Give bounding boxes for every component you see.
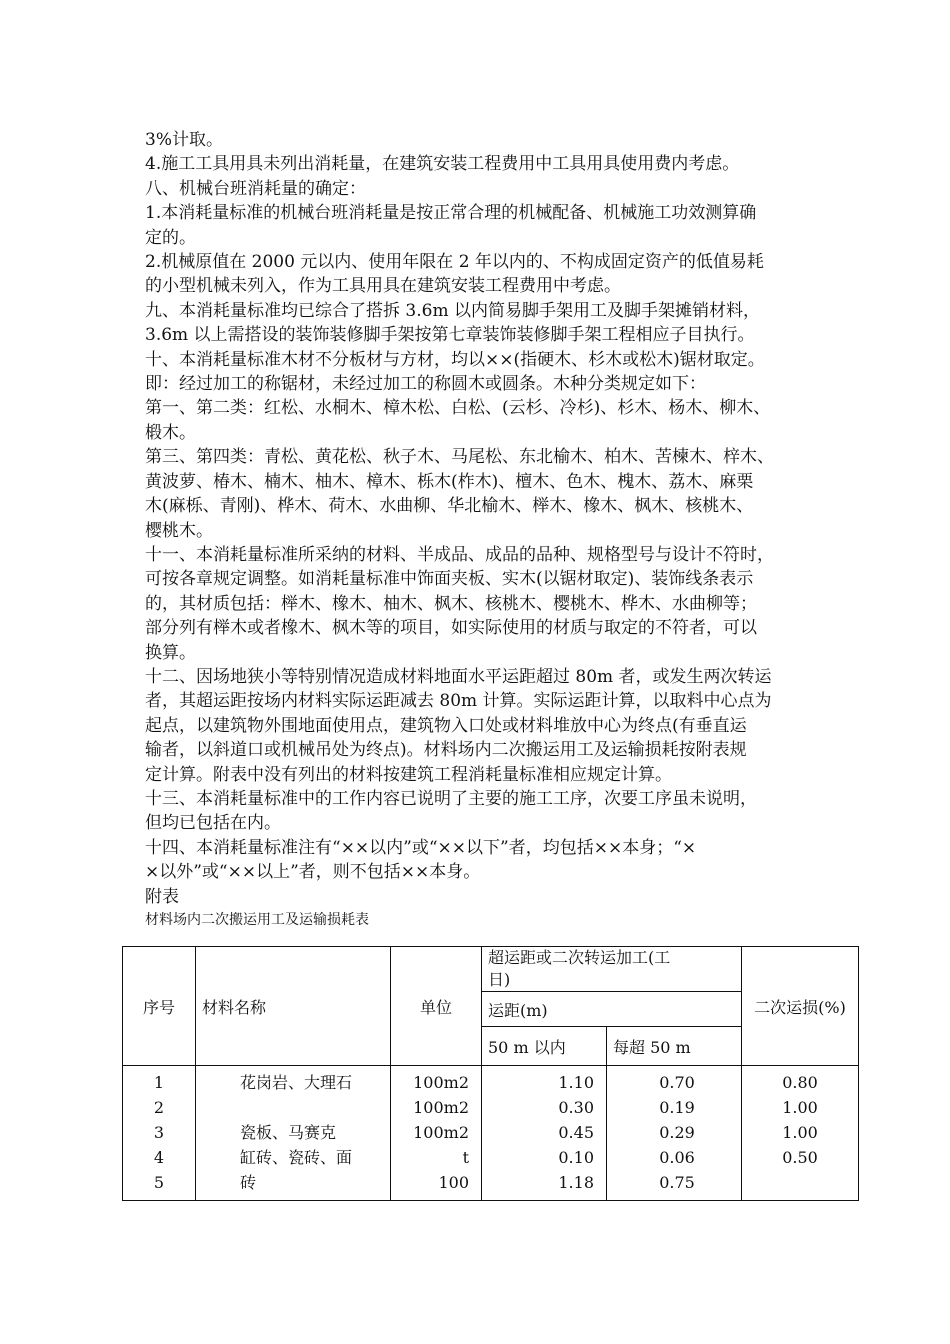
cell-per-50m: 0.19 [659, 1098, 695, 1117]
paragraph-line: 樱桃木。 [145, 520, 213, 541]
header-within-50m: 50 m 以内 [482, 1027, 607, 1066]
col-material-name [196, 1066, 391, 1201]
paragraph-line: 1.本消耗量标准的机械台班消耗量是按正常合理的机械配备、机械施工功效测算确 [145, 203, 757, 224]
paragraph-line: 4.施工工具用具未列出消耗量，在建筑安装工程费用中工具用具使用费内考虑。 [145, 154, 740, 175]
cell-per-50m: 0.75 [659, 1173, 695, 1192]
header-unit: 单位 [391, 947, 482, 1066]
cell-material-name: 缸砖、瓷砖、面 [240, 1148, 353, 1167]
paragraph-line: ×以外”或“××以上”者，则不包括××本身。 [145, 862, 481, 883]
material-transport-table [122, 946, 859, 1201]
col-unit [391, 1066, 482, 1201]
paragraph-line: 可按各章规定调整。如消耗量标准中饰面夹板、实木(以锯材取定)、装饰线条表示 [145, 569, 754, 590]
header-distance: 运距(m) [482, 992, 742, 1027]
paragraph-line: 第一、第二类：红松、水桐木、樟木松、白松、(云杉、冷杉)、杉木、杨木、柳木、 [145, 398, 771, 419]
paragraph-line: 的小型机械未列入，作为工具用具在建筑安装工程费用中考虑。 [145, 276, 621, 297]
paragraph-list [145, 128, 875, 909]
col-per-50m [607, 1066, 742, 1201]
paragraph-line: 起点，以建筑物外围地面使用点，建筑物入口处或材料堆放中心为终点(有垂直运 [145, 715, 747, 736]
paragraph-line: 十三、本消耗量标准中的工作内容已说明了主要的施工工序，次要工序虽未说明， [145, 788, 757, 809]
cell-within-50m: 0.30 [558, 1098, 594, 1117]
cell-within-50m: 1.18 [558, 1173, 594, 1192]
paragraph-line: 者，其超运距按场内材料实际运距减去 80m 计算。实际运距计算，以取料中心点为 [145, 691, 772, 712]
paragraph-line: 十一、本消耗量标准所采纳的材料、半成品、成品的品种、规格型号与设计不符时， [145, 544, 774, 565]
paragraph-line: 的，其材质包括：榉木、橡木、柚木、枫木、核桃木、樱桃木、桦木、水曲柳等； [145, 593, 757, 614]
header-material-name: 材料名称 [196, 947, 391, 1066]
paragraph-line: 黄波萝、椿木、楠木、柚木、樟木、栎木(柞木)、檀木、色木、槐木、荔木、麻栗 [145, 471, 754, 492]
header-extra-labor [482, 947, 742, 992]
col-within-50m [482, 1066, 607, 1201]
cell-within-50m: 0.45 [558, 1123, 594, 1142]
cell-loss [742, 1170, 858, 1195]
paragraph-line: 十、本消耗量标准木材不分板材与方材，均以××(指硬木、杉木或松木)锯材取定。 [145, 349, 765, 370]
paragraph-line: 第三、第四类：青松、黄花松、秋子木、马尾松、东北榆木、柏木、苦楝木、梓木、 [145, 447, 774, 468]
cell-loss: 0.50 [782, 1148, 818, 1167]
paragraph-line: 即：经过加工的称锯材，未经过加工的称圆木或圆条。木种分类规定如下： [145, 374, 706, 395]
cell-seq: 2 [153, 1098, 165, 1117]
paragraph-line: 八、机械台班消耗量的确定： [145, 178, 366, 199]
paragraph-line: 木(麻栎、青刚)、桦木、荷木、水曲柳、华北榆木、榉木、橡木、枫木、核桃木、 [145, 496, 754, 517]
document-body [145, 128, 875, 931]
cell-unit: 100m2 [413, 1098, 469, 1117]
cell-seq: 3 [153, 1123, 165, 1142]
col-seq [123, 1066, 196, 1201]
cell-per-50m: 0.29 [659, 1123, 695, 1142]
cell-within-50m: 1.10 [558, 1073, 594, 1092]
cell-per-50m: 0.70 [659, 1073, 695, 1092]
cell-within-50m: 0.10 [558, 1148, 594, 1167]
paragraph-line: 输者，以斜道口或机械吊处为终点)。材料场内二次搬运用工及运输损耗按附表规 [145, 740, 747, 761]
cell-loss: 1.00 [782, 1098, 818, 1117]
cell-seq: 1 [153, 1073, 165, 1092]
paragraph-line: 九、本消耗量标准均已综合了搭拆 3.6m 以内简易脚手架用工及脚手架摊销材料， [145, 300, 760, 321]
header-extra-labor-line1: 超运距或二次转运加工(工 [488, 948, 671, 967]
paragraph-line: 部分列有榉木或者橡木、枫木等的项目，如实际使用的材质与取定的不符者，可以 [145, 618, 757, 639]
paragraph-line: 3.6m 以上需搭设的装饰装修脚手架按第七章装饰装修脚手架工程相应子目执行。 [145, 325, 755, 346]
paragraph-line: 椴木。 [145, 422, 196, 443]
paragraph-line: 2.机械原值在 2000 元以内、使用年限在 2 年以内的、不构成固定资产的低值易耗 [145, 252, 764, 273]
cell-material-name: 砖 [240, 1173, 257, 1192]
paragraph-line: 附表 [145, 886, 179, 907]
paragraph-line: 3%计取。 [145, 130, 223, 150]
paragraph-line: 定的。 [145, 227, 196, 248]
cell-unit: t [462, 1148, 469, 1167]
paragraph-line: 十二、因场地狭小等特别情况造成材料地面水平运距超过 80m 者，或发生两次转运 [145, 666, 772, 687]
cell-material-name: 瓷板、马赛克 [240, 1123, 337, 1142]
header-per-50m: 每超 50 m [607, 1027, 742, 1066]
cell-material-name: 花岗岩、大理石 [240, 1073, 353, 1092]
header-seq: 序号 [123, 947, 196, 1066]
cell-unit: 100m2 [413, 1123, 469, 1142]
cell-loss: 0.80 [782, 1073, 818, 1092]
cell-loss: 1.00 [782, 1123, 818, 1142]
paragraph-line: 定计算。附表中没有列出的材料按建筑工程消耗量标准相应规定计算。 [145, 764, 672, 785]
paragraph-line: 换算。 [145, 642, 196, 663]
header-loss: 二次运损(%) [742, 947, 859, 1066]
paragraph-line: 但均已包括在内。 [145, 813, 281, 834]
table-row [123, 1066, 859, 1201]
table-caption: 材料场内二次搬运用工及运输损耗表 [145, 912, 369, 928]
cell-per-50m: 0.06 [659, 1148, 695, 1167]
cell-seq: 5 [153, 1173, 165, 1192]
cell-unit: 100m2 [413, 1073, 469, 1092]
header-extra-labor-line2: 日) [488, 970, 511, 989]
cell-seq: 4 [153, 1148, 165, 1167]
cell-unit: 100 [438, 1173, 469, 1192]
col-loss [742, 1066, 859, 1201]
cell-material-name [240, 1095, 390, 1120]
paragraph-line: 十四、本消耗量标准注有“××以内”或“××以下”者，均包括××本身；“× [145, 837, 697, 858]
